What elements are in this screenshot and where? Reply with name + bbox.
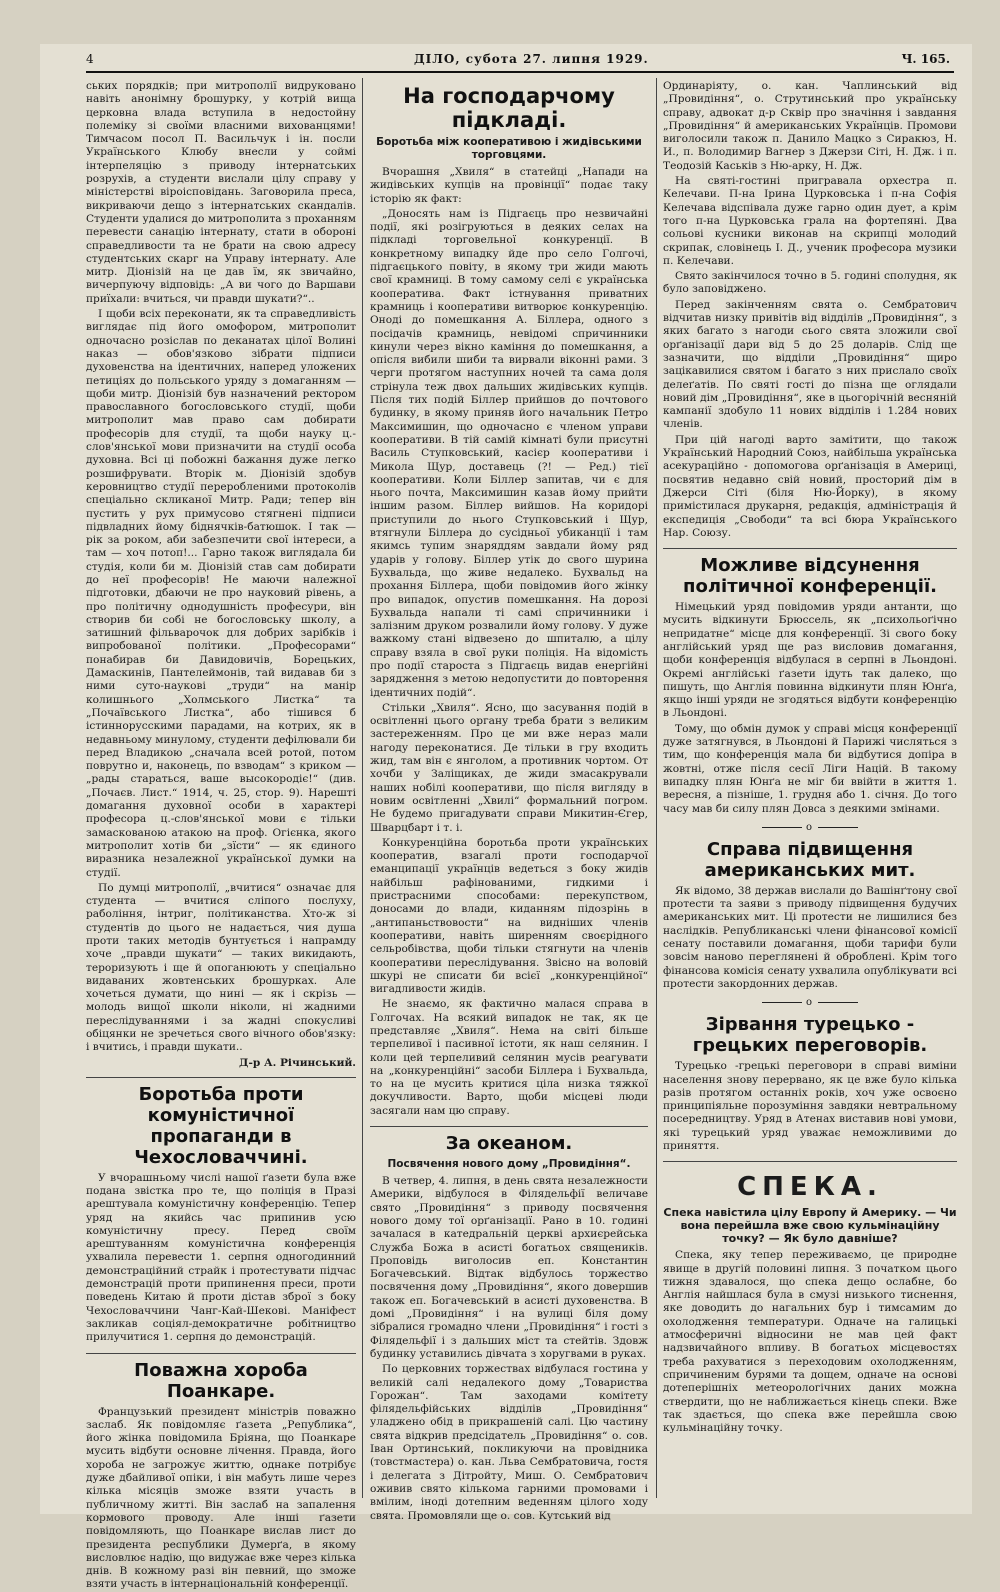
column-rule-1 — [362, 78, 363, 1498]
article-text: ських порядків; при митрополії видруковано навіть анонімну брошурку, у котрій вища церковна влада вступила в недостойну полеміку зі своїми власними вихованцями! Тимчасом посол П. Васильчук і ін. посли Українського Клюбу внесли у соймі інтерпеляцію з приводу інтернатських розрухів, а студенти вислали цілу справу у міністерстві віроісповідань. Заговорила преса, викриваючи дещо з інтернатських скандалів. Студенти удалися до митрополита з проханням перевести санацію інтернату, стати в обороні справедливости та не брати на свою адресу студентських скарг на Управу інтернату. Але митр. Діонізій на це дав їм, як звичайно, вичерпуючу відповідь: „А ви чого до Варшави приїхали: вчиться, чи правди шукати?“.. — [86, 80, 356, 305]
page-header — [86, 52, 956, 70]
section-rule — [370, 1126, 648, 1127]
article-text: Стільки „Хвиля“. Ясно, що засування подій в освітленні цього органу треба брати з великим застереженням. Про це ми вже нераз мали нагоду переконатися. Де тільки в гру входить жид, там він є янголом, а противник чортом. От хочби у Заліщиках, де жиди змасакрували наших нобілі кооперативи, що після вигляду в новим освітленні „Хвилі“ формальний погром. Не будемо пригадувати справи Микитин-Єгер, Шварцбарт і т. і. — [370, 701, 648, 834]
subheadline-economic: Боротьба між кооперативою і жидівськими торговцями. — [376, 136, 642, 161]
column-3 — [663, 80, 957, 1500]
newspaper-dateline: ДІЛО, субота 27. липня 1929. — [414, 52, 649, 66]
article-text: Перед закінченням свята о. Сембратович відчитав низку привітів від відділів „Провидіння“, з яких багато з нагоди сього свята зложили свої орґанізації дари від 5 до 25 доларів. Слід ще зазначити, що відділи „Провидіння“ щиро зацікавилися святом і багато з них прислало своїх делеґатів. По святі гості до пізна ще оглядали новий дім „Провидіння“, яке в цьогорічній весняній кампанії здобуло 11 нових відділів і 1.284 нових членів. — [663, 298, 957, 431]
issue-number: Ч. 165. — [901, 52, 950, 66]
page-number: 4 — [86, 52, 94, 66]
article-text: „Доносять нам із Підгаєць про незвичайні події, які розігруються в деяких селах на підкладі торговельної конкуренції. В конкретному випадку йде про село Голгочі, підгаєцького повіту, в якому три жиди мають свої крамниці. В тому самому селі є українська кооператива. Факт істнування приватних крамниць і кооперативи витворює конкуренцію. Оноді до помешкання А. Біллера, одного з посідачів крамниць, невідомі спричинники кинули через вікно каміння до помешкання, а опісля вибили шиби та вирвали віконні рами. З черги протягом наступних ночей та сама доля стрінула теж двох дальших жидівських купців. Після тих подій Біллер прийшов до почтового будинку, в якому приняв його начальник Петро Максимишин, що одночасно є членом управи кооперативи. В тій самій кімнаті були присутні Василь Ступковський, касієр кооперативи і Микола Щур, доставець (?! — Ред.) тієї кооперативи. Коли Біллер запитав, чи є для нього почта, Максимишин казав йому прийти іншим разом. Біллер вийшов. На коридорі приступили до нього Ступковський і Щур, втягнули Біллера до сусідньої убиканції і там якимсь тупим знаряддям завдали йому ряд ударів у голову. Біллер утік до свого шурина Бухвальда, що живе недалеко. Бухвальд на прохання Біллера, щоби повідомив його жінку про випадок, опустив помешкання. На дорозі Бухвальда напали ті самі спричинники і залізним друком розвалили йому голову. У дуже важкому стані відвезено до шпиталю, а цілу справу взяла в свої руки поліція. На відомість про події староста з Підгаєць видав енергійні зарядження з метою недопустити до повторення ідентичних подій“. — [370, 207, 648, 699]
article-text: Німецький уряд повідомив уряди антанти, що мусить відкинути Брюссель, як „психольоґічно непридатне“ місце для конференції. Зі свого боку англійський уряд ще раз висловив домагання, щоби конференція відбулася в серпні в Льондоні. Окремі англійські ґазети ідуть так далеко, що пишуть, що Англія повинна відкинути плян Юнґа, якщо інші уряди не згодяться відбути конференцію в Льондоні. — [663, 601, 957, 720]
headline-heat: СПЕКА. — [737, 1172, 883, 1203]
headline-overseas: За океаном. — [445, 1133, 573, 1155]
headline-economic: На господарчому підкладі. — [403, 84, 615, 132]
article-text: При цій нагоді варто замітити, що також Український Народний Союз, найбільша українська асекураційно - допомогова орґанізація в Америці, посвятив недавно свій новий, просторий дім в Джерси Сіті (біля Ню-Йорку), в якому примістилася друкарня, редакція, адміністрація й експедиція „Свободи“ та всі бюра Українського Нар. Союзу. — [663, 433, 957, 539]
article-text: І щоби всіх переконати, як та справедливість виглядає під його омофором, митрополит одночасно розіслав по деканатах цілої Волині наказ — обов'язково зібрати підписи духовенства на ідентичних, наперед уложених петиціях до польського уряду з домаганням — щоби митр. Діонізій був назначений ректором православного богословського студії, щоби митрополит мав право сам добирати професорів для студії, та щоби науку ц.-слов'янської мови призначити на студії особа духовна. Всі ці побожні бажання дуже легко розшифрувати. Вторік м. Діонізій здобув керовництво студії переробленими протоколів спеціально скликаної Митр. Ради; тепер він пустить у рух примусово стягнені підписи підвладних йому біднячків-батюшок. І так — рік за роком, аби забезпечити свої інтереси, а там — хоч потоп!... Гарно також виглядала би студія, коли би м. Діонізій став сам добирати до неї професорів! Не маючи належної підготовки, дбаючи не про науковий рівень, а про політичну однодушність професури, він створив би собі не богословську школу, а затишний фільварочок для добрих зарібків і випробованої політики. „Професорами“ понабирав би Давидовичів, Борецьких, Дамаскинів, Пантелеймонів, тай видавав би з ними суто-наукові „труди“ на манір колишнього „Холмського Листка“ та „Почаївського Листка“, або тішився б істиннорусскими парадами, на котрих, як в недавньому минулому, студенти дефілювали би перед Владикою „сначала всей ротой, потом поврутно и, наконець, по взводам“ з криком — „рады стараться, ваше высокородіє!“ (див. „Почаєв. Лист.“ 1914, ч. 25, стор. 9). Нарешті домагання духовної особи в характері професора ц.-слов'янської мови є тільки замаскованою атакою на проф. Огієнка, якого митрополит хотів би „зїсти“ — як єдиного виразника незалежної української думки на студії. — [86, 308, 356, 879]
article-text: У вчорашньому числі нашої ґазети була вже подана звістка про те, що поліція в Празі арештувала комуністичну конференцію. Тепер уряд на якийсь час припинив усю комуністичну пресу. Перед своїм арештуванням комуністична конференція ухвалила перевести 1. серпня одногодинний демонстраційний страйк і протестувати підчас демонстрацій проти припинення преси, проти поведень Китаю й проти дістав зброї з боку Чехословаччини Чанг-Кай-Шекові. Маніфест закликав соціял-демократичне робітництво прилучитися 1. серпня до демонстрацій. — [86, 1171, 356, 1344]
article-text: Конкуренційна боротьба проти українських кооператив, взагалі проти господарчої еманципації українців ведеться з боку жидів найбільш рафінованими, гидкими і пристрасними способами: перекупством, доносами до влади, киданням підозрінь в „антипаньствовости“ на видніших членів кооперативи, навіть ширенням своєрідного сельробівства, щоби тільки стягнути на членів кооперативи переслідування. Звісно на воловій шкурі не списати би всієї „конкуренційної“ вигадливости жидів. — [370, 836, 648, 996]
header-rule — [86, 71, 954, 73]
section-divider: о — [663, 822, 957, 833]
author-signature: Д-р А. Річинський. — [239, 1056, 356, 1069]
headline-turkish-greek: Зірвання турецько - грецьких переговорів. — [692, 1014, 928, 1057]
section-rule — [663, 548, 957, 549]
article-text: В четвер, 4. липня, в день свята незалежности Америки, відбулося в Філядельфії величаве свято „Провидіння“ з приводу посвячення нового дому тої орґанізації. Рано в 10. годині зачалася в катедральній церкві архиєрейська Служба Божа в асисті богатьох священиків. Проповідь вигoлосив еп. Константин Богачевський. Відтак відбулось торжество посвячення дому „Провидіння“, якого довершив також еп. Богачевський в асисті духовенства. В домі „Провидіння“ і на вулиці біля дому зібралися громадно члени „Провидіння“ і гості з Філядельфії і з дальших міст та стейтів. Здовж будинку уставились дівчата з хоругвами в руках. — [370, 1175, 648, 1360]
subheadline-heat: Спека навістила цілу Европу й Америку. — Чи вона перейшла вже свою кульмінаційну точку? — Як було давніше? — [663, 1206, 957, 1246]
headline-poincare: Поважна хороба Поанкаре. — [134, 1359, 308, 1402]
article-text: Тому, що обмін думок у справі місця конференції дуже затягнувся, в Льондоні й Парижі числяться з тим, що конференція мала би відбутися допіра в жовтні, отже після сесії Ліги Націй. В такому випадку плян Юнґа не міг би ввійти в життя 1. вересня, а пізніше, 1. грудня або 1. січня. До того часу мав би силу плян Довса з деякими змінами. — [663, 722, 957, 815]
section-rule — [86, 1353, 356, 1354]
article-text: Як відомо, 38 держав вислали до Вашінґтону свої протести та заяви з приводу підвищення будучих американських мит. Ці протести не лишилися без наслідків. Републиканські члени фінансової комісії сенату поставили домагання, щоби тарифи були зовсім наново переглянені й оброблені. Крім того фінансова комісія сенату ухвалила опублікувати всі протести закордонних держав. — [663, 884, 957, 990]
subheadline-overseas: Посвячення нового дому „Провидіння“. — [387, 1158, 631, 1171]
article-text: На святі-гостині пригравала орхестра п. Келечави. П-на Ірина Цурковська і п-на Софія Келечава відспівала дуже гарно один дует, а крім того п-на Цурковська грала на фортепяні. Два сольові кусники виконав на скрипці молодий скрипак, словінець І. Д., ученик професора музики п. Келечави. — [663, 175, 957, 267]
article-text: Вчорашня „Хвиля“ в статейці „Напади на жидівських купців на провінції“ подає таку історію як факт: — [370, 166, 648, 205]
section-rule — [86, 1077, 356, 1078]
section-rule — [663, 1161, 957, 1162]
article-text: Французький президент міністрів поважно заслаб. Як повідомляє ґазета „Република“, його жінка повідомила Бріяна, що Поанкаре мусить відбути основне лічення. Правда, його хорoба не загрожує життю, однаке потрібує дуже дбайливої опіки, і він мабуть лише через кілька місяців зможе взяти участь в публичному житті. Він заслаб на запалення кормового проводу. Але інші ґазети повідомляють, що Поанкаре вислав лист до президента республики Думерґа, в якому висловлює надію, що видужає вже через кілька днів. В кожному разі він певний, що зможе взяти участь в інтернаціональній конференції. — [86, 1405, 356, 1591]
headline-tariffs: Справа підвищення американських мит. — [704, 838, 916, 881]
article-text: Свято закінчилося точно в 5. годині сполудня, як було заповіджено. — [663, 270, 957, 296]
article-text: Турецько -грецькі переговори в справі виміни населення знову перервано, як це вже було кілька разів протягом останніх років, хоч уже освоєно принципіяльне порозуміння завдяки невтральному посередництву. Уряд в Атенах виставив нові умови, які турецький уряд уважає неможливими до приняття. — [663, 1060, 957, 1152]
column-2 — [370, 80, 648, 1522]
article-text: Не знаємо, як фактично малася справа в Голгочах. На всякий випадок не так, як це представляє „Хвиля“. Нема на світі більше терпеливої і пасивної істоти, як наш селянин. І коли цей терпеливий селянин мусів реагувати на „конкуренційні“ засоби Біллера і Бухвальда, то на це мусить критися ціла низка тяжкої докучливости. Варто, щоби місцеві люди засягали нам цю справу. — [370, 998, 648, 1117]
column-1 — [86, 80, 356, 1591]
article-text: По церковних торжествах відбулася гостина у великій салі недалекого дому „Товариства Горожан“. Там заходами комітету філядельфійських відділів „Провидіння“ уладжено обід в прикрашеній салі. Цю частину свята відкрив предсідатель „Провидіння“ о. сов. Іван Ортинський, покликуючи на провідника (товстмастера) о. кан. Льва Сембратовича, гостя і делегата з Дітройту, Миш. О. Сембратович оживив свято кількома гарними промовами і вмілим, іноді дотепним веденням цілого ходу свята. Промовляли ще о. сов. Кутський від — [370, 1363, 648, 1522]
article-text: Ординаріяту, о. кан. Чаплинський від „Провидіння“, о. Струтинський про українську справу, адвокат д-р Сквір про значіння і завдання „Провидіння“ й американських Українців. Промови виголосили також п. Данило Мацко з Сиракюз, Н. И., п. Володимир Вагнер з Джерзи Сіті, Н. Дж. і п. Теодозій Каськів з Ню-арку, Н. Дж. — [663, 80, 957, 172]
headline-communist-propaganda: Боротьба проти комуністичної пропаганди в Чехословаччині. — [134, 1083, 308, 1168]
column-rule-2 — [656, 78, 657, 1498]
headline-conference: Можливе відсунення політичної конференції. — [683, 555, 937, 598]
article-text: По думці митрополії, „вчитися“ означає для студента — вчитися сліпого послуху, рабоління, інтриг, політиканства. Хто-ж зі студентів до цього не надається, чия душа проти таких методів бунтується і напрамду хоче „правди шукати“ — таких викидають, тероризують і ще й опоганюють у спеціально видаваних жовтенських брошурках. Але хочеться думати, що нині — як і скрізь — молодь вищої школи ніколи, ні жадними переслідуваннями і за жадні спокусливі обіцянки не зречеться свого вічного обов'язку: і вчитись, і правди шукати.. — [86, 881, 356, 1054]
section-divider: о — [663, 997, 957, 1008]
article-text: Спека, яку тепер переживаємо, це природне явище в другій половині липня. З початком цього тижня здавалося, що спека дещо ослабне, бо Англія найшлася була в смузі низького тиснення, яке доводить до нагальних бур і тимсамим до охолодження температури. Одначе на галицькі атмосферичні відносини не мав цей факт надзвичайного впливу. В богатьох місцевостях треба рахуватися з переходовим охолодженням, спричиненим бурями та дощем, одначе на основі дотеперішніх метеорологічних даних можна ствердити, що не наближається кінець спеки. Вже так здається, що спека вже перейшла свою кульмінаційну точку. — [663, 1249, 957, 1435]
